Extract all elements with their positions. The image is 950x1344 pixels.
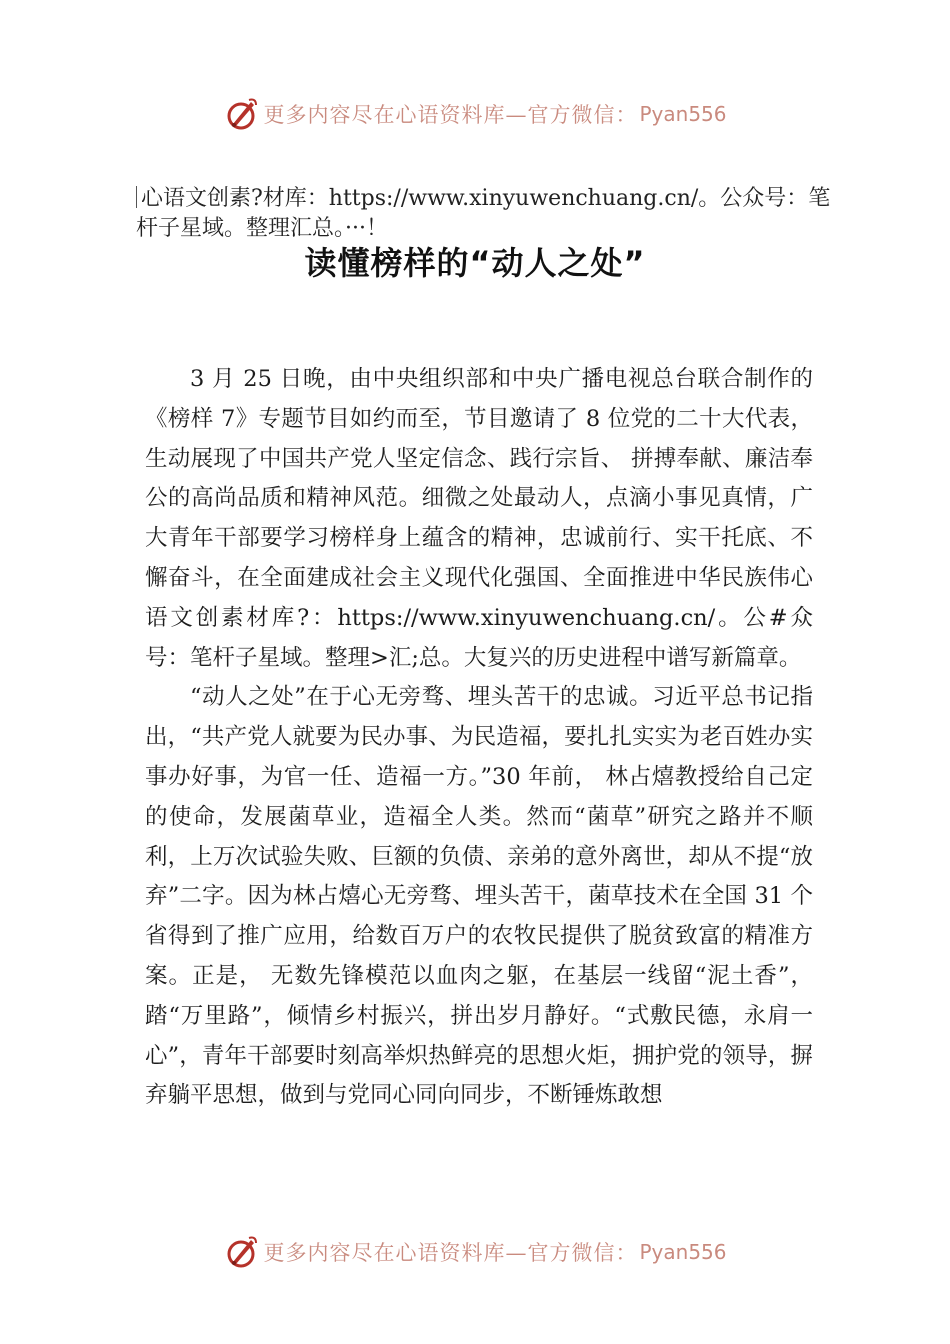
banner-text: 更多内容尽在心语资料库—官方微信：	[263, 1241, 638, 1265]
footer-banner	[0, 1232, 950, 1272]
header-banner	[0, 94, 950, 134]
banner-text: 更多内容尽在心语资料库—官方微信：	[263, 103, 638, 127]
text-cursor	[136, 186, 137, 208]
paragraph: “动人之处”在于心无旁骛、埋头苦干的忠诚。习近平总书记指出，“共产党人就要为民办事、为民造福，要扎扎实实为老百姓办实事办好事，为官一任、造福一方。”30 年前， 林占熺教授给自己定的使命，发展菌草业，造福全人类。然而“菌草”研究之路并不顺利，上万次试验失败、巨额的负债、亲弟的意外离世，却从不提“放弃”二字。因为林占熺心无旁骛、埋头苦干，菌草技术在全国 31 个省得到了推广应用，给数百万户的农牧民提供了脱贫致富的精准方案。正是， 无数先锋模范以血肉之躯，在基层一线留“泥土香”，踏“万里路”，倾情乡村振兴，拼出岁月静好。“式敷民德，永肩一心”，青年干部要时刻高举炽热鲜亮的思想火炬，拥护党的领导，摒弃躺平思想，做到与党同心同向同步，不断锤炼敢想	[145, 684, 813, 1109]
quill-pen-logo-icon	[223, 96, 259, 132]
wechat-account: Pyan556	[639, 1240, 727, 1264]
wechat-account: Pyan556	[639, 102, 727, 126]
source-note-text: 心语文创素?材库：https://www.xinyuwenchuang.cn/。公众号：笔杆子星域。整理汇总。···！	[136, 186, 831, 241]
quill-pen-logo-icon	[223, 1234, 259, 1270]
article-body	[145, 360, 813, 1116]
document-title: 读懂榜样的“动人之处”	[304, 244, 646, 282]
paragraph: 3 月 25 日晚，由中央组织部和中央广播电视总台联合制作的《榜样 7》专题节目如约而至，节目邀请了 8 位党的二十大代表，生动展现了中国共产党人坚定信念、践行宗旨、 拼搏奉献、廉洁奉公的高尚品质和精神风范。细微之处最动人，点滴小事见真情，广大青年干部要学习榜样身上蕴含的精神，忠诚前行、实干托底、不懈奋斗，在全面建成社会主义现代化强国、全面推进中华民族伟心语文创素材库?：https://www.xinyuwenchuang.cn/。公#众号：笔杆子星域。整理>汇;总。大复兴的历史进程中谱写新篇章。	[145, 366, 813, 671]
source-note	[136, 184, 836, 244]
